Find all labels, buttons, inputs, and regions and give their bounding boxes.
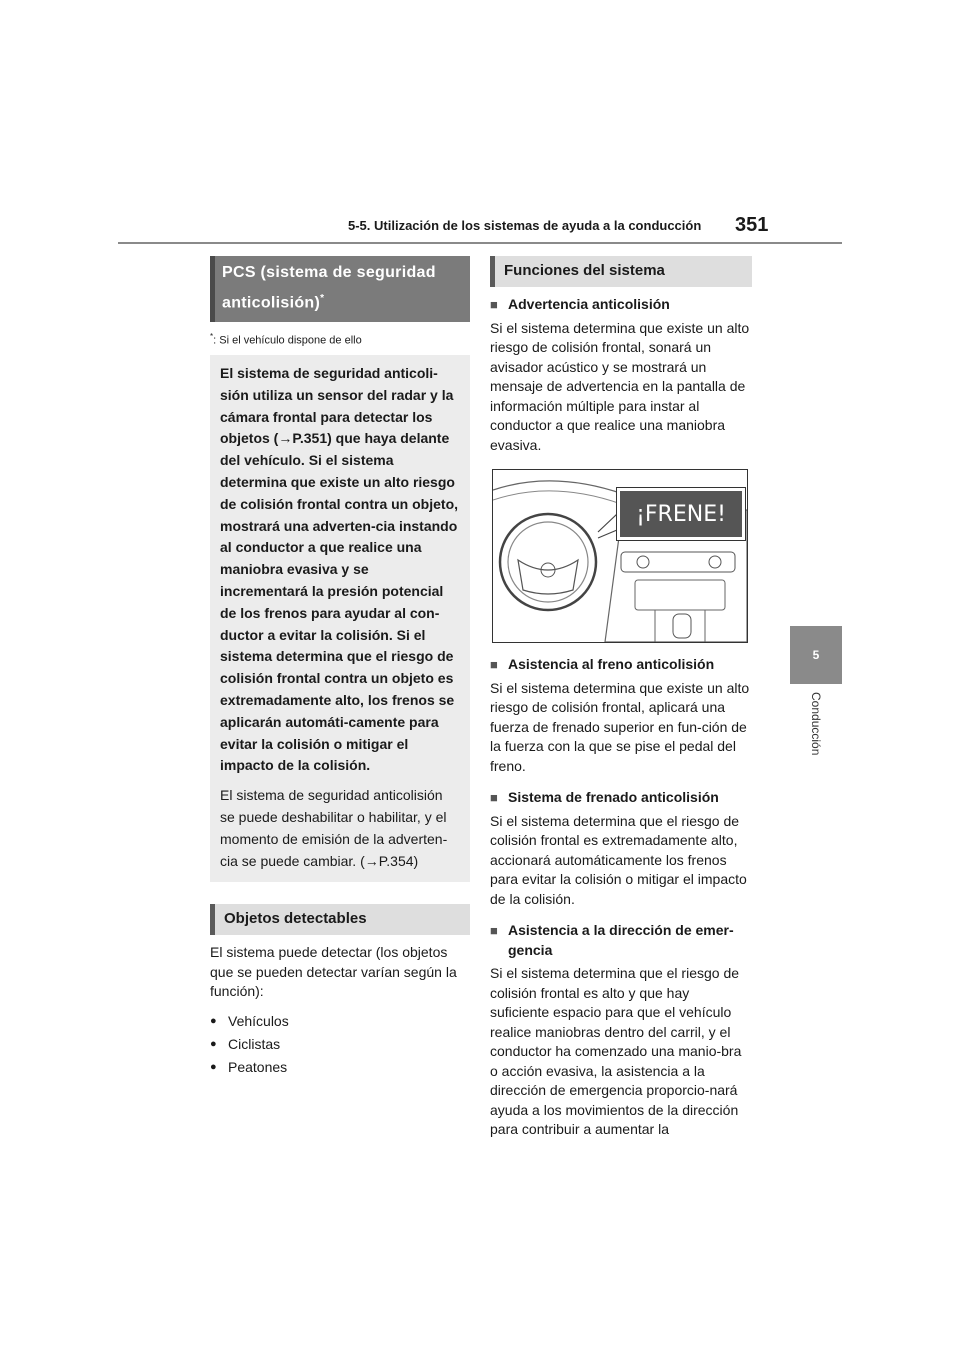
section-text-brake-assist: Si el sistema determina que existe un alto riesgo de colisión frontal, aplicará una fuerza de frenado superior en fun-ción de la fuerza con la que se pise el pedal del freno. bbox=[490, 679, 750, 774]
footnote-mark: * bbox=[210, 332, 214, 342]
detectable-heading: Objetos detectables bbox=[210, 904, 470, 935]
detectable-list bbox=[210, 1010, 470, 1079]
pcs-heading bbox=[210, 256, 470, 322]
page-number: 351 bbox=[735, 214, 769, 236]
dashboard-illustration bbox=[492, 469, 748, 643]
pcs-heading-line1: PCS (sistema de seguridad bbox=[222, 264, 436, 281]
list-item: ● Ciclistas bbox=[210, 1033, 470, 1056]
section-text-braking-system: Si el sistema determina que el riesgo de colisión frontal es extremadamente alto, accionará automáticamente los frenos para evitar la colisión o mitigar el impacto de la colisión. bbox=[490, 812, 747, 907]
detectable-intro: El sistema puede detectar (los objetos que se pueden detectar varían según la función): bbox=[210, 944, 457, 1000]
info-box-bold-text: El sistema de seguridad anticoli-sión utiliza un sensor del radar y la cámara frontal para detectar los objetos (→P.351) que haya delante del vehículo. Si el sistema determina que existe un alto riesgo de colisión frontal contra un objeto, mostrará una adverten-cia instando al conductor a que realice una maniobra evasiva y se incrementará la presión potencial de los frenos para ayudar al con-ductor a evitar la colisión. Si el sistema determina que el riesgo de colisión frontal contra un objeto es extremadamente alto, los frenos se aplicarán automáti-camente para evitar la colisión o mitigar el impacto de la colisión. bbox=[220, 364, 459, 774]
section-title-braking-system: ■ Sistema de frenado anticolisión bbox=[490, 788, 752, 808]
frene-warning-banner: ¡FRENE! bbox=[617, 488, 745, 540]
list-item: ● Peatones bbox=[210, 1056, 470, 1079]
left-column bbox=[210, 256, 470, 1079]
section-title-brake-assist: ■ Asistencia al freno anticolisión bbox=[490, 655, 752, 675]
right-column bbox=[490, 256, 752, 1140]
section-title-warning: ■ Advertencia anticolisión bbox=[490, 295, 752, 315]
chapter-tab[interactable]: 5 bbox=[790, 626, 842, 684]
header-divider bbox=[118, 242, 842, 244]
pcs-heading-line2: anticolisión) bbox=[222, 294, 321, 312]
list-item: ● Vehículos bbox=[210, 1010, 470, 1033]
info-box bbox=[210, 355, 470, 882]
section-title-steering-assist: ■ Asistencia a la dirección de emer-gencia bbox=[490, 921, 752, 960]
footnote-text: : Si el vehículo dispone de ello bbox=[213, 334, 362, 347]
section-title: 5-5. Utilización de los sistemas de ayuda a la conducción bbox=[348, 218, 702, 233]
info-box-normal-text: El sistema de seguridad anticolisión se puede deshabilitar o habilitar, y el momento de emisión de la adverten-cia se puede cambiar. (→P.354) bbox=[220, 787, 448, 869]
section-text-warning: Si el sistema determina que existe un alto riesgo de colisión frontal, sonará un avisador acústico y se mostrará un mensaje de advertencia en la pantalla de información múltiple para instar al conductor a que realice una maniobra evasiva. bbox=[490, 319, 750, 453]
functions-heading: Funciones del sistema bbox=[490, 256, 752, 287]
section-text-steering-assist: Si el sistema determina que el riesgo de colisión frontal es alto y que hay suficiente espacio para que el vehículo realice maniobras dentro del carril, y el conductor ha comenzado una manio-bra o acción evasiva, la asistencia a la dirección de emergencia proporcio-nará ayuda a los movimientos de la dirección para contribuir a aumentar la bbox=[490, 965, 742, 1137]
chapter-label: Conducción bbox=[809, 692, 823, 756]
pcs-heading-mark: * bbox=[320, 293, 325, 304]
footnote bbox=[210, 332, 470, 347]
